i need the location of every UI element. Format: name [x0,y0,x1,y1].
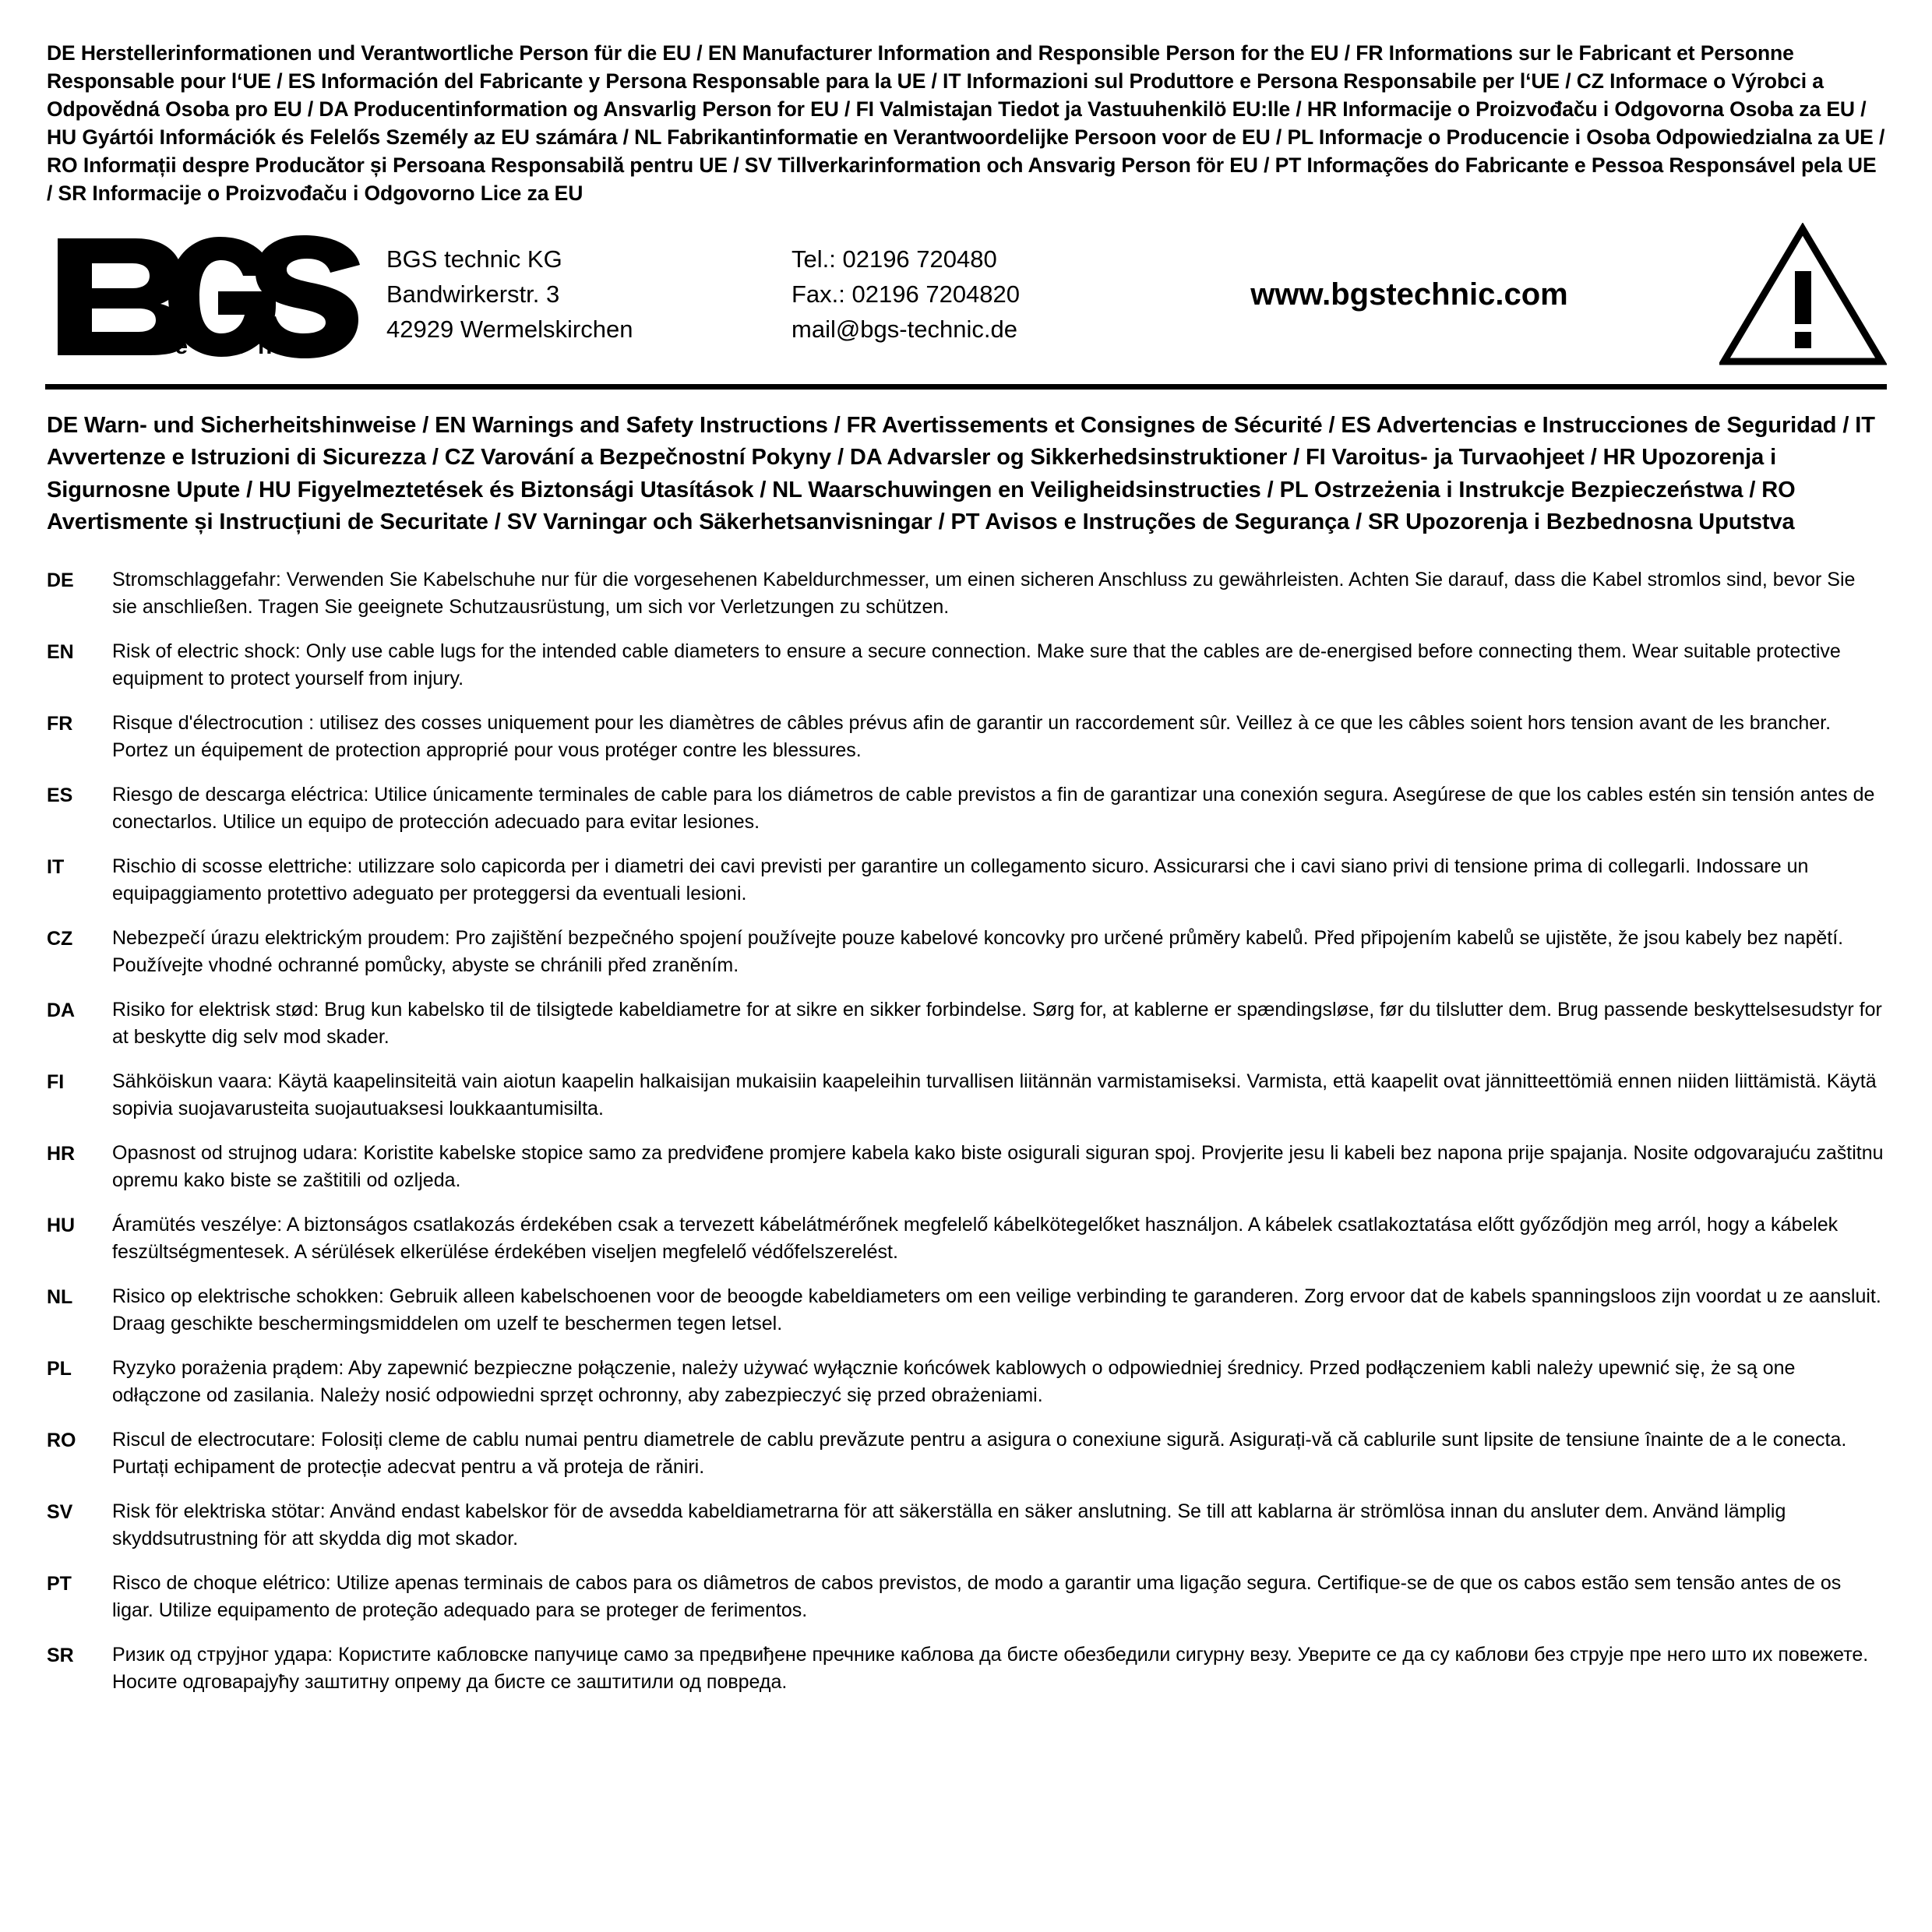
svg-text:t e c h n i c: t e c h n i c [153,333,325,360]
list-item [47,1068,1885,1123]
language-code: HU [47,1214,76,1236]
instruction-text: Risco de choque elétrico: Utilize apenas terminais de cabos para os diâmetros de cabos previstos, de modo a garantir uma ligação segura. Certifique-se de que os cabos estão sem tensão antes de os ligar. Utilize equipamento de proteção adequado para se proteger de ferimentos. [112,1571,1842,1621]
language-code: RO [47,1429,76,1451]
list-item [47,1355,1885,1409]
language-code: SV [47,1500,73,1523]
company-tel: Tel.: 02196 720480 [791,245,997,273]
language-code: DA [47,999,76,1021]
company-city: 42929 Wermelskirchen [386,316,633,344]
list-item [47,638,1885,693]
safety-section-heading: DE Warn- und Sicherheitshinweise / EN Warnings and Safety Instructions / FR Avertissements et Consignes de Sécurité / ES Advertencias e Instrucciones de Seguridad / IT Avvertenze e Istruzioni di Sicurezza / CZ Varování a Bezpečnostní Pokyny / DA Advarsler og Sikkerhedsinstruktioner / FI Varoitus- ja Turvaohjeet / HR Upozorenja i Sigurnosne Upute / HU Figyelmeztetések és Biztonsági Utasítások / NL Waarschuwingen en Veiligheidsinstructies / PL Ostrzeżenia i Instrukcje Bezpieczeństwa / RO Avertismente și Instrucțiuni de Securitate / SV Varningar och Säkerhetsanvisningar / PT Avisos e Instruções de Segurança / SR Upozorenja i Bezbednosna Uputstva [47,413,1875,534]
instruction-text: Risk of electric shock: Only use cable lugs for the intended cable diameters to ensure a secure connection. Make sure that the cables are de-energised before connecting them. Wear suitable protective equipment to protect yourself from injury. [112,640,1841,689]
language-code: HR [47,1142,76,1165]
instruction-text: Stromschlaggefahr: Verwenden Sie Kabelschuhe nur für die vorgesehenen Kabeldurchmesser, um einen sicheren Anschluss zu gewährleisten. Achten Sie darauf, dass die Kabel stromlos sind, bevor Sie sie anschließen. Tragen Sie geeignete Schutzausrüstung, um sich vor Verletzungen zu schützen. [112,568,1856,618]
list-item [47,1570,1885,1624]
list-item [47,1426,1885,1481]
list-item [47,1498,1885,1553]
warning-triangle-icon [1692,223,1887,367]
instruction-text: Risiko for elektrisk stød: Brug kun kabelsko til de tilsigtede kabeldiametre for at sikre en sikker forbindelse. Sørg for, at kablerne er spændingsløse, før du tilslutter dem. Brug passende beskyttelsesudstyr for at beskytte dig selv mod skader. [112,998,1882,1048]
instruction-text: Opasnost od strujnog udara: Koristite kabelske stopice samo za predviđene promjere kabela kako biste osigurali siguran spoj. Provjerite jesu li kabeli bez napona prije spajanja. Nosite odgovarajuću zaštitnu opremu kako biste se zaštitili od ozljeda. [112,1141,1884,1191]
list-item [47,996,1885,1051]
language-code: ES [47,784,73,806]
list-item [47,1283,1885,1338]
instruction-text: Nebezpečí úrazu elektrickým proudem: Pro zajištění bezpečného spojení používejte pouze kabelové koncovky pro určené průměry kabelů. Před připojením kabelů se ujistěte, že jsou kabely bez napětí. Používejte vhodné ochranné pomůcky, abyste se chránili před zraněním. [112,926,1844,976]
language-code: FR [47,712,73,735]
instruction-text: Risico op elektrische schokken: Gebruik alleen kabelschoenen voor de beoogde kabeldiameters om een veilige verbinding te garanderen. Zorg ervoor dat de kabels spanningsloos zijn voordat u ze aansluit. Draag geschikte beschermingsmiddelen om uzelf te beschermen tegen letsel. [112,1285,1881,1334]
company-contact [791,242,1158,347]
company-header-band [45,218,1887,390]
list-item [47,853,1885,908]
company-name: BGS technic KG [386,245,562,273]
company-website: www.bgstechnic.com [1250,277,1568,312]
language-code: PT [47,1572,72,1595]
instruction-text: Riscul de electrocutare: Folosiți cleme de cablu numai pentru diametrele de cablu prevăzute pentru a asigura o conexiune sigură. Asigurați-vă că cablurile sunt lipsite de tensiune înainte de a le conecta. Purtați echipament de protecție adecvat pentru a vă proteja de răniri. [112,1428,1847,1478]
list-item [47,566,1885,621]
list-item [47,1140,1885,1194]
company-email: mail@bgs-technic.de [791,316,1017,344]
instruction-list [45,566,1887,1696]
instruction-text: Rischio di scosse elettriche: utilizzare solo capicorda per i diametri dei cavi previsti per garantire un collegamento sicuro. Assicurarsi che i cavi siano privi di tensione prima di collegarli. Indossare un equipaggiamento protettivo adeguato per proteggersi da eventuali lesioni. [112,855,1809,904]
list-item [47,1211,1885,1266]
company-fax: Fax.: 02196 7204820 [791,280,1021,308]
instruction-text: Ризик од струјног удара: Користите кабловске папучице само за предвиђене пречнике каблова да бисте обезбедили сигурну везу. Уверите се да су каблови без струје пре него што их повежете. Носите одговарајућу заштитну опрему да бисте се заштитили од повреда. [112,1643,1869,1693]
language-code: PL [47,1357,72,1380]
bgs-logo-icon [51,231,363,359]
company-address [379,242,791,347]
list-item [47,925,1885,979]
language-code: SR [47,1644,74,1666]
instruction-text: Ryzyko porażenia prądem: Aby zapewnić bezpieczne połączenie, należy używać wyłącznie końcówek kablowych o odpowiedniej średnicy. Przed podłączeniem kabli należy upewnić się, że są one odłączone od zasilania. Należy nosić odpowiedni sprzęt ochronny, aby zabezpieczyć się przed obrażeniami. [112,1356,1796,1406]
page-title: DE Herstellerinformationen und Verantwortliche Person für die EU / EN Manufacturer Information and Responsible Person for the EU / FR Informations sur le Fabricant et Personne Responsable pour l‘UE / ES Información del Fabricante y Persona Responsable para la UE / IT Informazioni sul Produttore e Persona Responsabile per l‘UE / CZ Informace o Výrobci a Odpovědná Osoba pro EU / DA Producentinformation og Ansvarlig Person for EU / FI Valmistajan Tiedot ja Vastuuhenkilö EU:lle / HR Informacije o Proizvođaču i Odgovorna Osoba za EU / HU Gyártói Információk és Felelős Személy az EU számára / NL Fabrikantinformatie en Verantwoordelijke Persoon voor de EU / PL Informacje o Producencie i Osoba Odpowiedzialna za UE / RO Informații despre Producător și Persoana Responsabilă pentru UE / SV Tillverkarinformation och Ansvarig Person för EU / PT Informações do Fabricante e Pessoa Responsável pela UE / SR Informacije o Proizvođaču i Odgovorno Lice za EU [47,41,1885,206]
language-code: NL [47,1285,73,1308]
language-code: IT [47,855,65,878]
instruction-text: Risque d'électrocution : utilisez des cosses uniquement pour les diamètres de câbles prévus afin de garantir un raccordement sûr. Veillez à ce que les câbles soient hors tension avant de les brancher. Portez un équipement de protection approprié pour vous protéger contre les blessures. [112,711,1832,761]
language-code: CZ [47,927,73,950]
language-code: EN [47,640,74,663]
language-code: FI [47,1070,65,1093]
instruction-text: Áramütés veszélye: A biztonságos csatlakozás érdekében csak a tervezett kábelátmérőnek megfelelő kábelkötegelőket használjon. A kábelek csatlakoztatása előtt győződjön meg arról, hogy a kábelek feszültségmentesek. A sérülések elkerülése érdekében viseljen megfelelő védőfelszerelést. [112,1213,1839,1263]
list-item [47,1641,1885,1696]
list-item [47,710,1885,764]
bgs-logo [45,231,379,359]
svg-text:®: ® [310,235,330,266]
company-street: Bandwirkerstr. 3 [386,280,560,308]
language-code: DE [47,569,74,591]
instruction-text: Risk för elektriska stötar: Använd endast kabelskor för de avsedda kabeldiametrarna för att säkerställa en säker anslutning. Se till att kablarna är strömlösa innan du ansluter dem. Använd lämplig skyddsutrustning för att skydda dig mot skador. [112,1500,1786,1549]
list-item [47,781,1885,836]
instruction-text: Sähköiskun vaara: Käytä kaapelinsiteitä vain aiotun kaapelin halkaisijan mukaisiin kaapeleihin turvallisen liitännän varmistamiseksi. Varmista, että kaapelit ovat jännitteettömiä ennen niiden liittämistä. Käytä sopivia suojavarusteita suojautuaksesi loukkaantumisilta. [112,1070,1877,1119]
instruction-text: Riesgo de descarga eléctrica: Utilice únicamente terminales de cable para los diámetros de cable previstos a fin de garantizar una conexión segura. Asegúrese de que los cables estén sin tensión antes de conectarlos. Utilice un equipo de protección adecuado para evitar lesiones. [112,783,1875,833]
